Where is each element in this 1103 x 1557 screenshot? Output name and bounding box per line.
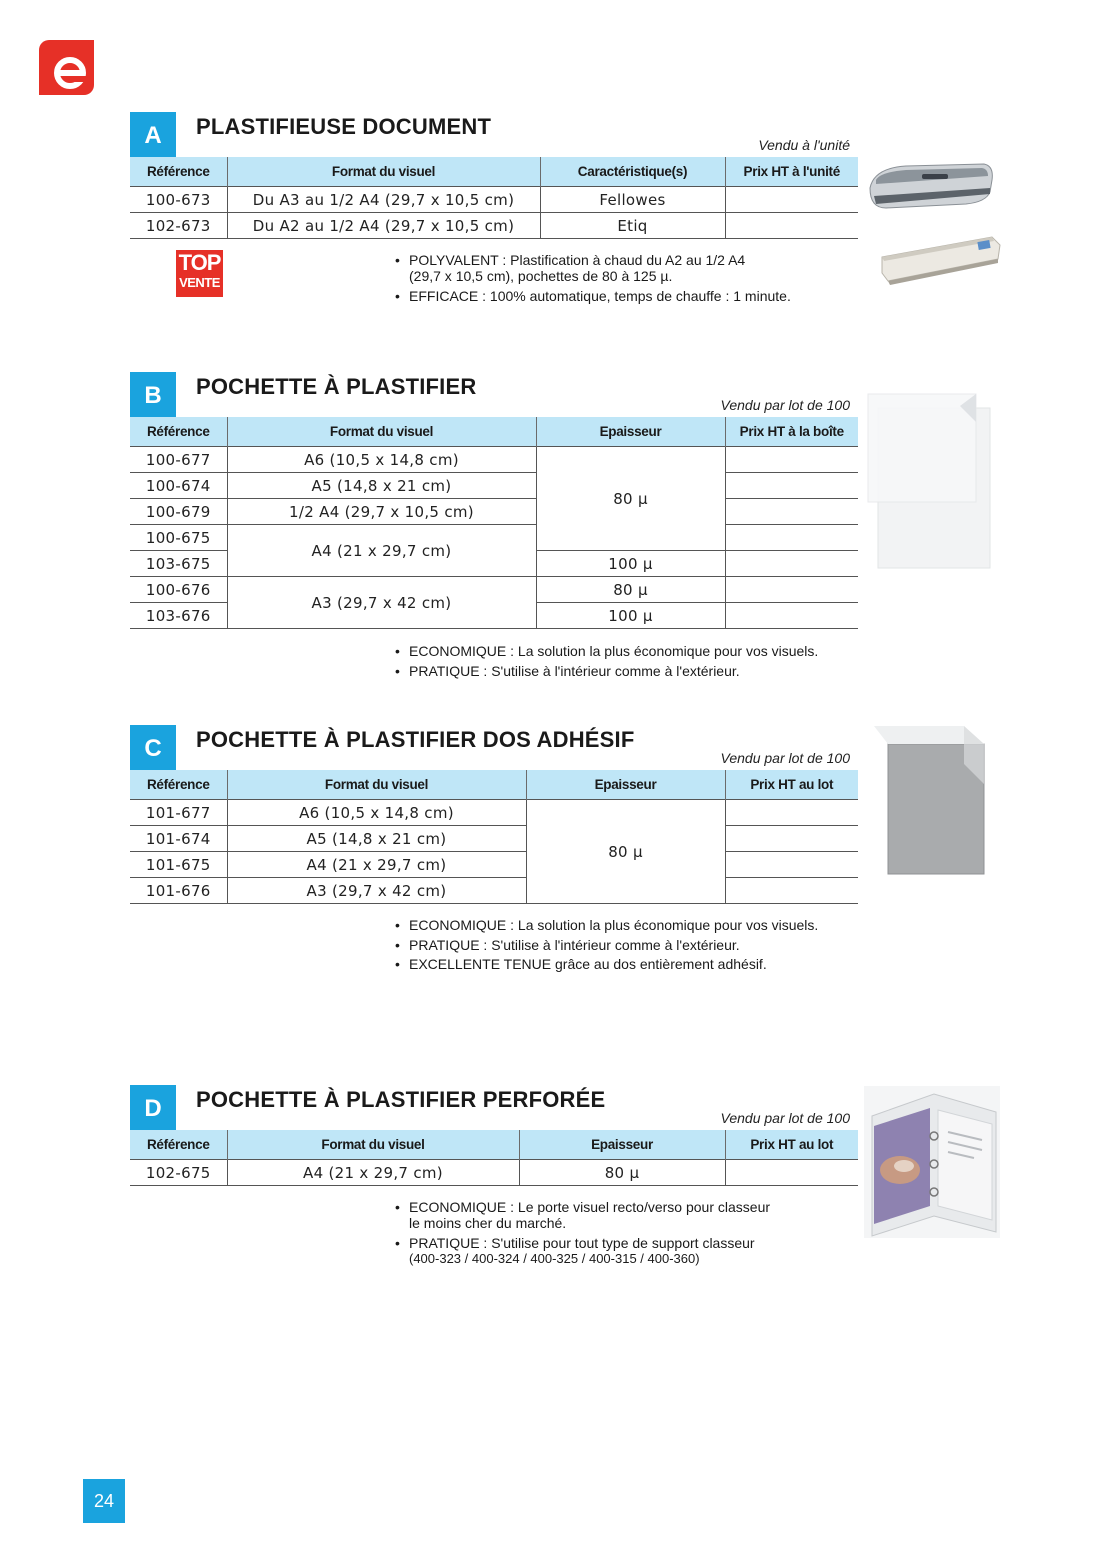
cell-reference: 101-676 <box>130 878 227 904</box>
table-row <box>130 187 858 213</box>
cell-reference: 101-674 <box>130 826 227 852</box>
perforated-pouch-image <box>864 1086 1000 1238</box>
feature-keyword: PRATIQUE <box>409 1234 480 1251</box>
feature-list <box>395 252 791 307</box>
cell-reference: 102-673 <box>130 213 227 239</box>
badge-vente: VENTE <box>179 275 220 290</box>
feature-list <box>395 1199 770 1270</box>
header-price: Prix HT à l'unité <box>725 157 858 187</box>
cell-format: A4 (21 x 29,7 cm) <box>227 852 526 878</box>
cell-format: A6 (10,5 x 14,8 cm) <box>227 800 526 826</box>
feature-text-line2: (29,7 x 10,5 cm), pochettes de 80 à 125 µ. <box>409 268 673 284</box>
product-table <box>130 770 858 904</box>
brand-logo <box>39 40 94 95</box>
header-characteristics: Caractéristique(s) <box>540 157 725 187</box>
feature-text: : S'utilise à l'intérieur comme à l'extérieur. <box>479 662 740 679</box>
sold-unit-label: Vendu par lot de 100 <box>720 750 850 766</box>
cell-format: Du A2 au 1/2 A4 (29,7 x 10,5 cm) <box>227 213 540 239</box>
feature-item <box>395 663 818 679</box>
header-format: Format du visuel <box>227 770 526 800</box>
feature-text: : S'utilise à l'intérieur comme à l'extérieur. <box>479 936 740 953</box>
header-thickness: Epaisseur <box>519 1130 725 1160</box>
feature-item <box>395 288 791 304</box>
cell-characteristics: Fellowes <box>540 187 725 213</box>
feature-list <box>395 643 818 682</box>
table-row <box>130 499 858 525</box>
header-price: Prix HT au lot <box>725 770 858 800</box>
cell-price <box>725 800 858 826</box>
feature-item <box>395 956 818 972</box>
table-row <box>130 525 858 551</box>
feature-keyword: EFFICACE <box>409 287 479 304</box>
feature-text: : La solution la plus économique pour vos visuels. <box>506 917 819 933</box>
laminator-silver-image <box>866 158 996 216</box>
header-reference: Référence <box>130 417 227 447</box>
logo-e-icon <box>39 40 94 95</box>
cell-price <box>725 603 858 629</box>
feature-text-line2: (400-323 / 400-324 / 400-325 / 400-315 / 400-360) <box>409 1250 700 1266</box>
header-price: Prix HT à la boîte <box>725 417 858 447</box>
feature-text: : 100% automatique, temps de chauffe : 1 minute. <box>478 287 791 304</box>
product-table <box>130 417 858 629</box>
feature-keyword: ECONOMIQUE <box>409 643 507 659</box>
feature-item <box>395 1235 770 1267</box>
cell-format: 1/2 A4 (29,7 x 10,5 cm) <box>227 499 536 525</box>
cell-format: Du A3 au 1/2 A4 (29,7 x 10,5 cm) <box>227 187 540 213</box>
cell-format: A5 (14,8 x 21 cm) <box>227 826 526 852</box>
table-header-row <box>130 157 858 187</box>
cell-reference: 101-675 <box>130 852 227 878</box>
section-letter: A <box>130 112 176 157</box>
cell-price <box>725 826 858 852</box>
cell-reference: 103-675 <box>130 551 227 577</box>
table-header-row <box>130 417 858 447</box>
header-reference: Référence <box>130 157 227 187</box>
feature-item <box>395 937 818 953</box>
section-b <box>130 372 858 692</box>
table-row <box>130 852 858 878</box>
cell-reference: 100-674 <box>130 473 227 499</box>
cell-reference: 100-675 <box>130 525 227 551</box>
header-format: Format du visuel <box>227 417 536 447</box>
cell-thickness: 80 µ <box>536 447 725 551</box>
cell-thickness: 80 µ <box>526 800 725 904</box>
table-row <box>130 213 858 239</box>
table-row <box>130 577 858 603</box>
cell-thickness: 80 µ <box>519 1160 725 1186</box>
section-letter: B <box>130 372 176 417</box>
sold-unit-label: Vendu à l'unité <box>758 137 850 153</box>
feature-item <box>395 1199 770 1231</box>
cell-price <box>725 525 858 551</box>
feature-item <box>395 252 791 284</box>
cell-reference: 100-676 <box>130 577 227 603</box>
header-thickness: Epaisseur <box>526 770 725 800</box>
header-price: Prix HT au lot <box>725 1130 858 1160</box>
feature-item <box>395 917 818 933</box>
page-number: 24 <box>83 1479 125 1523</box>
feature-text: : La solution la plus économique pour vos visuels. <box>506 643 819 659</box>
badge-top: TOP <box>178 250 221 275</box>
cell-format: A5 (14,8 x 21 cm) <box>227 473 536 499</box>
feature-item <box>395 643 818 659</box>
cell-format: A6 (10,5 x 14,8 cm) <box>227 447 536 473</box>
table-row <box>130 878 858 904</box>
section-a <box>130 112 858 312</box>
cell-price <box>725 551 858 577</box>
cell-reference: 103-676 <box>130 603 227 629</box>
section-title: POCHETTE À PLASTIFIER <box>196 374 477 399</box>
cell-reference: 100-673 <box>130 187 227 213</box>
section-title: POCHETTE À PLASTIFIER PERFORÉE <box>196 1087 606 1112</box>
sold-unit-label: Vendu par lot de 100 <box>720 397 850 413</box>
cell-characteristics: Etiq <box>540 213 725 239</box>
table-row <box>130 473 858 499</box>
feature-text: : S'utilise pour tout type de support classeur <box>479 1234 755 1251</box>
table-header-row <box>130 770 858 800</box>
product-table <box>130 1130 858 1186</box>
cell-reference: 100-677 <box>130 447 227 473</box>
section-letter: C <box>130 725 176 770</box>
cell-price <box>725 878 858 904</box>
cell-price <box>725 447 858 473</box>
table-header-row <box>130 1130 858 1160</box>
top-vente-badge <box>176 250 223 297</box>
section-c <box>130 725 858 985</box>
cell-price <box>725 213 858 239</box>
cell-price <box>725 187 858 213</box>
cell-format: A3 (29,7 x 42 cm) <box>227 878 526 904</box>
table-row <box>130 800 858 826</box>
feature-keyword: ECONOMIQUE <box>409 917 507 933</box>
cell-format: A4 (21 x 29,7 cm) <box>227 525 536 577</box>
cell-reference: 100-679 <box>130 499 227 525</box>
feature-text: grâce au dos entièrement adhésif. <box>551 956 767 972</box>
feature-text: : Plastification à chaud du A2 au 1/2 A4 <box>498 252 746 268</box>
cell-price <box>725 1160 858 1186</box>
cell-reference: 101-677 <box>130 800 227 826</box>
cell-thickness: 80 µ <box>536 577 725 603</box>
header-thickness: Epaisseur <box>536 417 725 447</box>
header-reference: Référence <box>130 1130 227 1160</box>
cell-format: A4 (21 x 29,7 cm) <box>227 1160 519 1186</box>
feature-keyword: ECONOMIQUE <box>409 1199 507 1215</box>
header-reference: Référence <box>130 770 227 800</box>
feature-keyword: POLYVALENT <box>409 252 499 268</box>
feature-text-line2: le moins cher du marché. <box>409 1215 567 1231</box>
cell-price <box>725 473 858 499</box>
table-row <box>130 447 858 473</box>
table-row <box>130 826 858 852</box>
cell-reference: 102-675 <box>130 1160 227 1186</box>
cell-price <box>725 499 858 525</box>
feature-keyword: PRATIQUE <box>409 936 480 953</box>
sold-unit-label: Vendu par lot de 100 <box>720 1110 850 1126</box>
section-d <box>130 1085 858 1275</box>
section-title: PLASTIFIEUSE DOCUMENT <box>196 114 492 139</box>
cell-thickness: 100 µ <box>536 603 725 629</box>
product-table <box>130 157 858 239</box>
header-format: Format du visuel <box>227 1130 519 1160</box>
table-row <box>130 1160 858 1186</box>
adhesive-pouch-image <box>872 724 988 876</box>
cell-thickness: 100 µ <box>536 551 725 577</box>
laminating-pouch-image <box>864 392 994 570</box>
section-letter: D <box>130 1085 176 1130</box>
header-format: Format du visuel <box>227 157 540 187</box>
feature-keyword: EXCELLENTE TENUE <box>409 956 552 972</box>
cell-price <box>725 852 858 878</box>
feature-text: : Le porte visuel recto/verso pour classeur <box>506 1199 771 1215</box>
feature-list <box>395 917 818 976</box>
cell-price <box>725 577 858 603</box>
cell-format: A3 (29,7 x 42 cm) <box>227 577 536 629</box>
section-title: POCHETTE À PLASTIFIER DOS ADHÉSIF <box>196 727 635 752</box>
laminator-white-image <box>880 229 1002 287</box>
feature-keyword: PRATIQUE <box>409 662 480 679</box>
